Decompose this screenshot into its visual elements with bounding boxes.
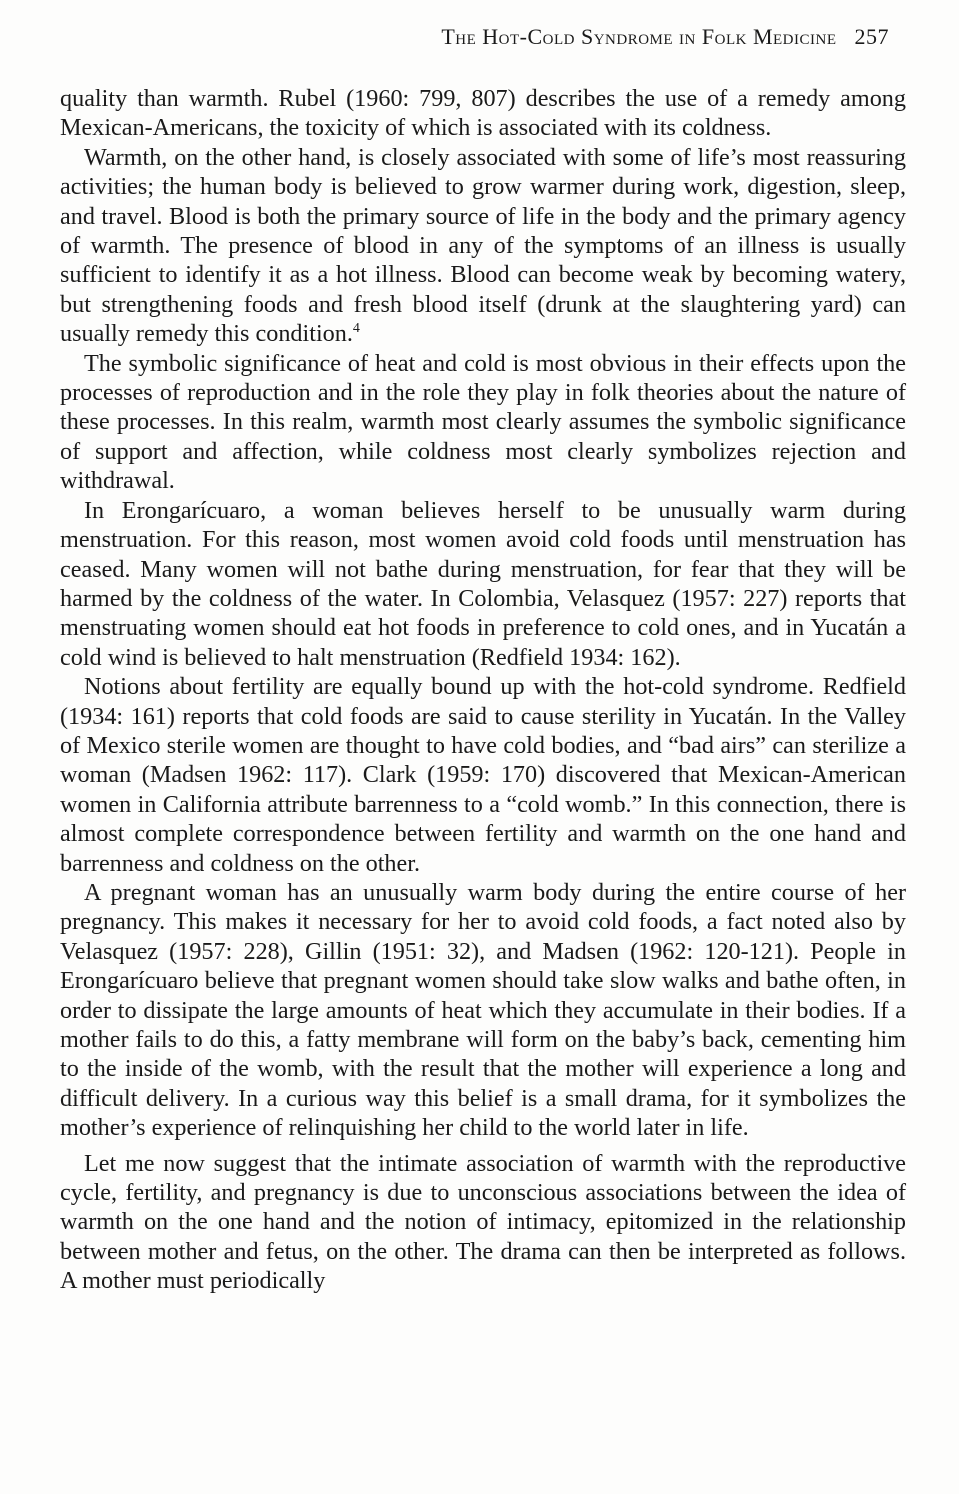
paragraph-intimacy: Let me now suggest that the intimate association of warmth with the reproductive cycle, fertility, and pregnancy is due to unconscious associations between the idea of warmth on the one hand and the notion of intimacy, epitomized in the relationship between mother and fetus, on the other. The drama can then be interpreted as follows. A mother must periodically (60, 1149, 906, 1295)
paragraph-continued: quality than warmth. Rubel (1960: 799, 807) describes the use of a remedy among Mexican-Americans, the toxicity of which is associated with its coldness. (60, 85, 906, 142)
paragraph-pregnancy: A pregnant woman has an unusually warm body during the entire course of her pregnancy. This makes it necessary for her to avoid cold foods, a fact noted also by Velasquez (1957: 228), Gillin (1951: 32), and Madsen (1962: 120-121). People in Erongarícuaro believe that pregnant women should take slow walks and bathe often, in order to dissipate the large amounts of heat which they accumulate in their bodies. If a mother fails to do this, a fatty membrane will form on the baby’s back, cementing him to the inside of the womb, with the result that the mother will experience a long and difficult delivery. In a curious way this belief is a small drama, for it symbolizes the mother’s experience of relinquishing her child to the world later in life. (60, 878, 906, 1142)
paragraph-symbolic-significance: The symbolic significance of heat and cold is most obvious in their effects upon the processes of reproduction and in the role they play in folk theories about the nature of these processes. In this realm, warmth most clearly assumes the symbolic significance of support and affection, while coldness most clearly symbolizes rejection and withdrawal. (60, 349, 906, 495)
running-head-title: The Hot-Cold Syndrome in Folk Medicine (441, 24, 837, 49)
body-text (60, 84, 906, 1296)
paragraph-warmth-text: Warmth, on the other hand, is closely associated with some of life’s most reassuring activities; the human body is believed to grow warmer during work, digestion, sleep, and travel. Blood is both the primary source of life in the body and the primary agency of warmth. The presence of blood in any of the symptoms of an illness is usually sufficient to identify it as a hot illness. Blood can become weak by becoming watery, but strengthening foods and fresh blood itself (drunk at the slaughtering yard) can usually remedy this condition. (60, 143, 906, 348)
paragraph-warmth (60, 143, 906, 349)
running-head (441, 24, 889, 50)
paragraph-fertility: Notions about fertility are equally bound up with the hot-cold syndrome. Redfield (1934: 161) reports that cold foods are said to cause sterility in Yucatán. In the Valley of Mexico sterile women are thought to have cold bodies, and “bad airs” can sterilize a woman (Madsen 1962: 117). Clark (1959: 170) discovered that Mexican-American women in California attribute barrenness to a “cold womb.” In this connection, there is almost complete correspondence between fertility and warmth on the one hand and barrenness and coldness on the other. (60, 673, 906, 877)
footnote-marker: 4 (352, 321, 360, 337)
paragraph-menstruation: In Erongarícuaro, a woman believes herself to be unusually warm during menstruation. For this reason, most women avoid cold foods until menstruation has ceased. Many women will not bathe during menstruation, for fear that they will be harmed by the coldness of the water. In Colombia, Velasquez (1957: 227) reports that menstruating women should eat hot foods in preference to cold ones, and in Yucatán a cold wind is believed to halt menstruation (Redfield 1934: 162). (60, 496, 906, 671)
page-number: 257 (854, 24, 889, 49)
